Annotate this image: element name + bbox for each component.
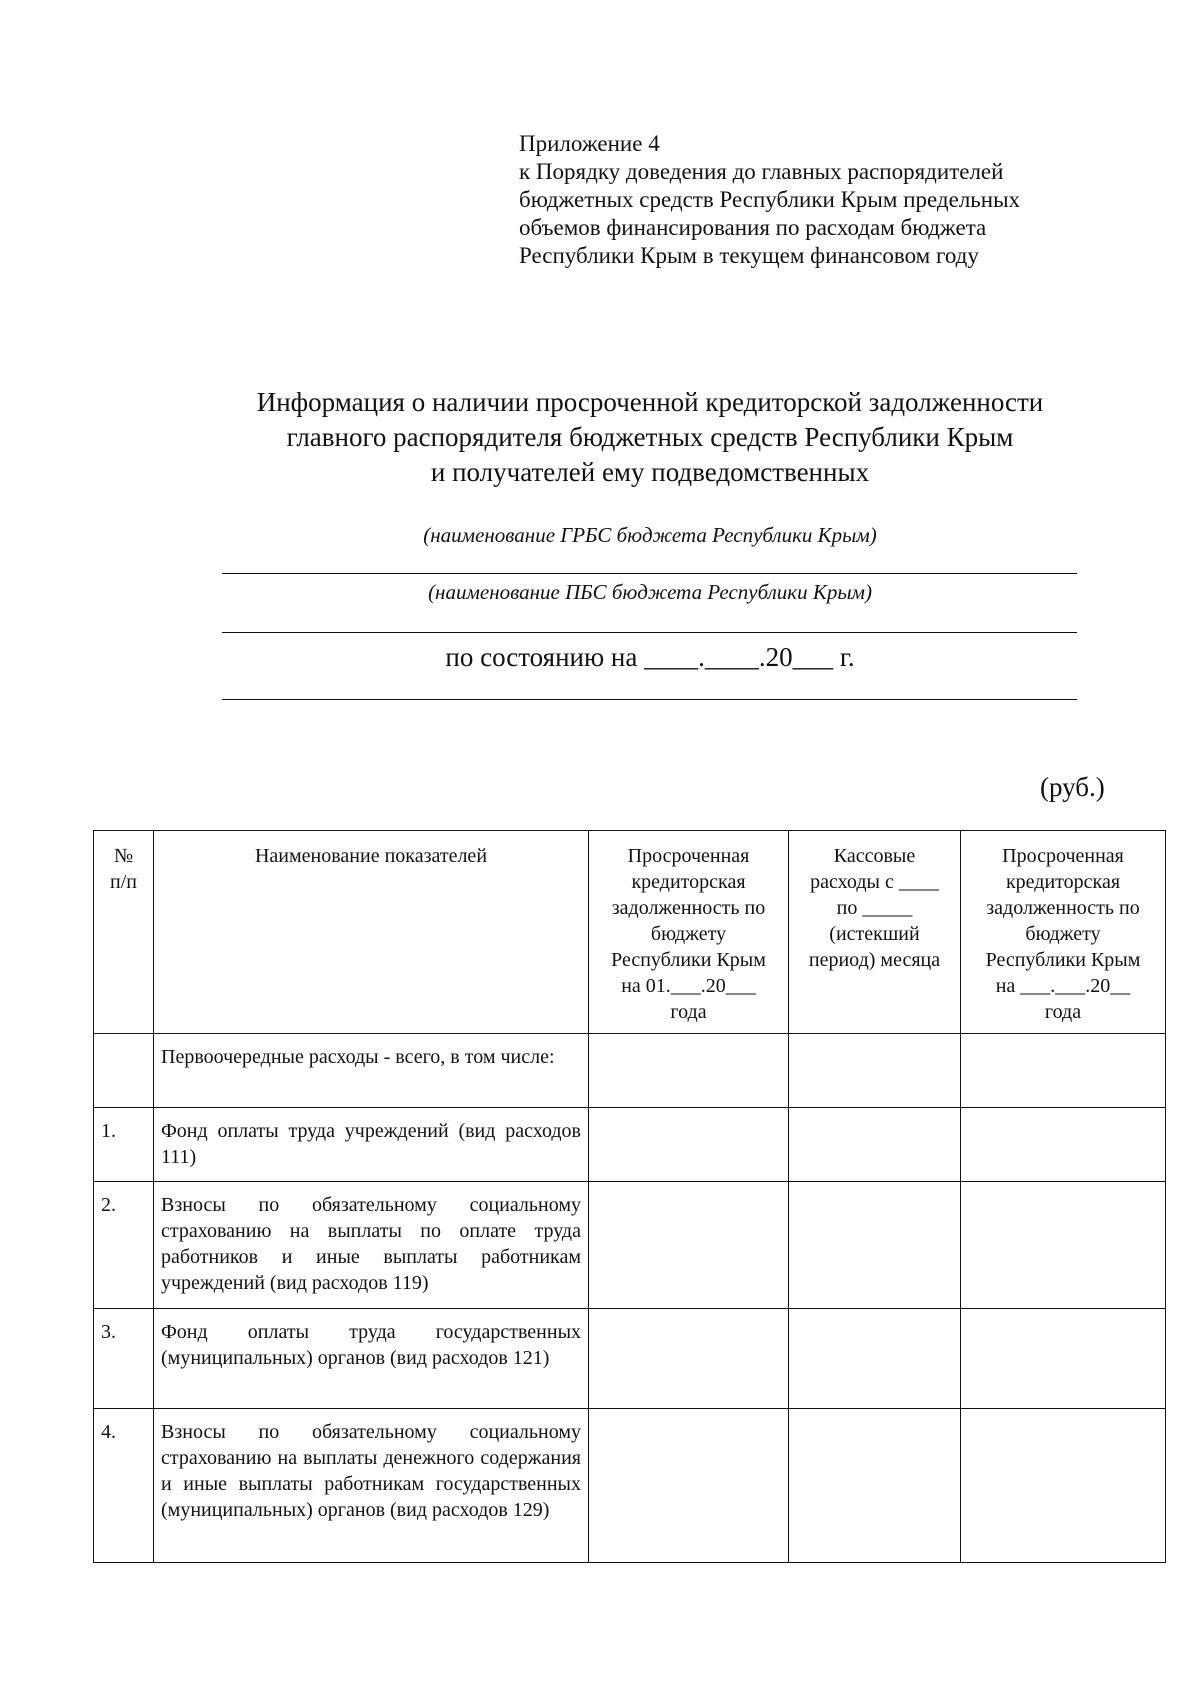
row-cell-overdue-end: [961, 1409, 1166, 1563]
row-cell-overdue-end: [961, 1108, 1166, 1182]
table-row: [94, 1309, 1166, 1409]
row-cell-cash-expenses: [789, 1034, 961, 1108]
row-cell-overdue-end: [961, 1034, 1166, 1108]
title-line-1: Информация о наличии просроченной кредиторской задолженности: [256, 387, 1044, 417]
currency-label: (руб.): [1040, 772, 1105, 802]
table-row: [94, 1182, 1166, 1309]
table-header-row: [94, 831, 1166, 1034]
table-row: [94, 1409, 1166, 1563]
appendix-line-1: к Порядку доведения до главных распорядителей: [519, 159, 1004, 184]
row-number: 3.: [94, 1309, 154, 1409]
row-number: 1.: [94, 1108, 154, 1182]
row-name: Фонд оплаты труда учреждений (вид расходов 111): [154, 1108, 589, 1182]
report-table: [93, 830, 1166, 1563]
row-cell-overdue-start: [589, 1182, 789, 1309]
appendix-block: [519, 130, 1125, 270]
as-of-rule: [222, 699, 1077, 700]
row-cell-overdue-end: [961, 1309, 1166, 1409]
header-cash-expenses: Кассовые расходы с ____ по _____ (истекший период) месяца: [789, 831, 961, 1034]
header-indicator-name: Наименование показателей: [154, 831, 589, 1034]
row-name: Фонд оплаты труда государственных (муниципальных) органов (вид расходов 121): [154, 1309, 589, 1409]
row-number: 4.: [94, 1409, 154, 1563]
row-name: Взносы по обязательному социальному страхованию на выплаты по оплате труда работников и иные выплаты работникам учреждений (вид расходов 119): [154, 1182, 589, 1309]
appendix-line-4: Республики Крым в текущем финансовом году: [519, 243, 979, 268]
row-cell-overdue-start: [589, 1034, 789, 1108]
row-cell-overdue-start: [589, 1309, 789, 1409]
appendix-line-2: бюджетных средств Республики Крым предельных: [519, 187, 1021, 212]
appendix-line-3: объемов финансирования по расходам бюджета: [519, 215, 987, 240]
appendix-title: Приложение 4: [519, 131, 660, 156]
grbs-caption: (наименование ГРБС бюджета Республики Крым): [423, 523, 877, 547]
row-cell-cash-expenses: [789, 1182, 961, 1309]
pbs-rule: [222, 632, 1077, 633]
row-name: Взносы по обязательному социальному страхованию на выплаты денежного содержания и иные выплаты работникам государственных (муниципальных) органов (вид расходов 129): [154, 1409, 589, 1563]
document-title: [140, 385, 1160, 490]
row-cell-overdue-start: [589, 1108, 789, 1182]
row-number: [94, 1034, 154, 1108]
as-of-date-line: по состоянию на ____.____.20___ г.: [445, 642, 855, 672]
title-line-3: и получателей ему подведомственных: [430, 457, 870, 487]
header-overdue-start: Просроченная кредиторская задолженность по бюджету Республики Крым на 01.___.20___ года: [589, 831, 789, 1034]
row-cell-cash-expenses: [789, 1309, 961, 1409]
title-line-2: главного распорядителя бюджетных средств Республики Крым: [286, 422, 1014, 452]
grbs-rule: [222, 573, 1077, 574]
header-overdue-end: Просроченная кредиторская задолженность по бюджету Республики Крым на ___.___.20__ года: [961, 831, 1166, 1034]
row-cell-overdue-end: [961, 1182, 1166, 1309]
row-cell-cash-expenses: [789, 1409, 961, 1563]
table-row: [94, 1034, 1166, 1108]
table-row: [94, 1108, 1166, 1182]
header-number: № п/п: [94, 831, 154, 1034]
row-name: Первоочередные расходы - всего, в том числе:: [154, 1034, 589, 1108]
row-cell-overdue-start: [589, 1409, 789, 1563]
row-number: 2.: [94, 1182, 154, 1309]
pbs-caption: (наименование ПБС бюджета Республики Крым): [428, 580, 872, 604]
row-cell-cash-expenses: [789, 1108, 961, 1182]
